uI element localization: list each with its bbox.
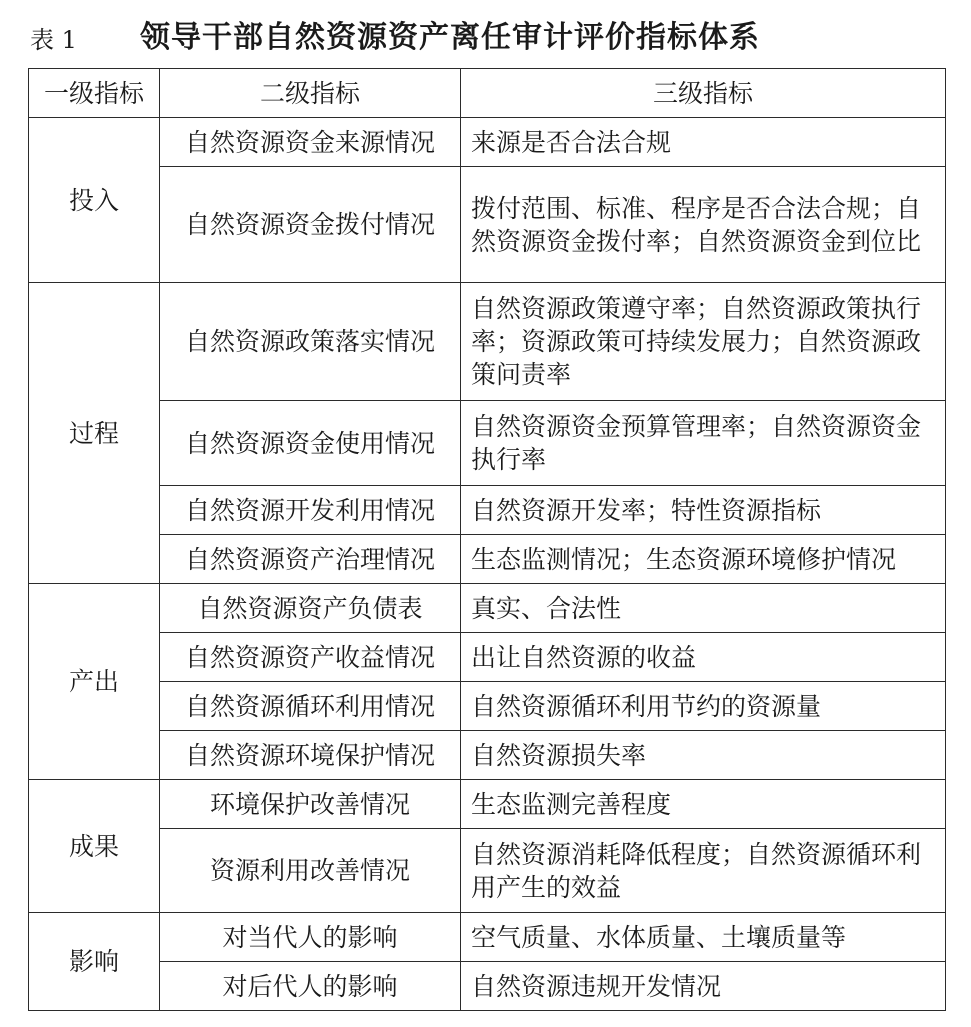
level2-cell: 资源利用改善情况 (160, 829, 461, 913)
table-caption (0, 0, 971, 68)
table-title: 领导干部自然资源资产离任审计评价指标体系 (140, 20, 760, 55)
level2-cell: 自然资源资产治理情况 (160, 535, 461, 584)
table-row (29, 829, 946, 913)
indicator-table (28, 68, 946, 1011)
level1-cell: 过程 (29, 283, 160, 584)
table-row (29, 535, 946, 584)
level3-cell: 自然资源开发率；特性资源指标 (461, 486, 946, 535)
level3-cell: 自然资源循环利用节约的资源量 (461, 682, 946, 731)
level2-cell: 自然资源资产收益情况 (160, 633, 461, 682)
table-row (29, 167, 946, 283)
table-row (29, 584, 946, 633)
table-number: 表 1 (30, 26, 77, 54)
level2-cell: 对后代人的影响 (160, 962, 461, 1011)
level3-cell: 生态监测情况；生态资源环境修护情况 (461, 535, 946, 584)
table-row (29, 283, 946, 401)
level2-cell: 自然资源循环利用情况 (160, 682, 461, 731)
level2-cell: 对当代人的影响 (160, 913, 461, 962)
table-row (29, 913, 946, 962)
level3-cell: 空气质量、水体质量、土壤质量等 (461, 913, 946, 962)
level2-cell: 自然资源资金来源情况 (160, 118, 461, 167)
level3-cell: 生态监测完善程度 (461, 780, 946, 829)
table-row (29, 118, 946, 167)
header-level1: 一级指标 (29, 69, 160, 118)
table-row (29, 962, 946, 1011)
level2-cell: 自然资源环境保护情况 (160, 731, 461, 780)
header-level3: 三级指标 (461, 69, 946, 118)
table-header-row (29, 69, 946, 118)
table-row (29, 486, 946, 535)
level1-cell: 影响 (29, 913, 160, 1011)
level3-cell: 自然资源资金预算管理率；自然资源资金执行率 (461, 401, 946, 486)
level2-cell: 环境保护改善情况 (160, 780, 461, 829)
level3-cell: 来源是否合法合规 (461, 118, 946, 167)
header-level2: 二级指标 (160, 69, 461, 118)
level2-cell: 自然资源资产负债表 (160, 584, 461, 633)
level2-cell: 自然资源资金拨付情况 (160, 167, 461, 283)
table-row (29, 682, 946, 731)
level3-cell: 拨付范围、标准、程序是否合法合规；自然资源资金拨付率；自然资源资金到位比 (461, 167, 946, 283)
level3-cell: 真实、合法性 (461, 584, 946, 633)
level1-cell: 产出 (29, 584, 160, 780)
level2-cell: 自然资源资金使用情况 (160, 401, 461, 486)
level2-cell: 自然资源开发利用情况 (160, 486, 461, 535)
table-row (29, 633, 946, 682)
level1-cell: 投入 (29, 118, 160, 283)
level3-cell: 自然资源政策遵守率；自然资源政策执行率；资源政策可持续发展力；自然资源政策问责率 (461, 283, 946, 401)
table-row (29, 780, 946, 829)
level3-cell: 自然资源消耗降低程度；自然资源循环利用产生的效益 (461, 829, 946, 913)
level2-cell: 自然资源政策落实情况 (160, 283, 461, 401)
level3-cell: 自然资源损失率 (461, 731, 946, 780)
level1-cell: 成果 (29, 780, 160, 913)
table-row (29, 401, 946, 486)
table-row (29, 731, 946, 780)
level3-cell: 出让自然资源的收益 (461, 633, 946, 682)
level3-cell: 自然资源违规开发情况 (461, 962, 946, 1011)
